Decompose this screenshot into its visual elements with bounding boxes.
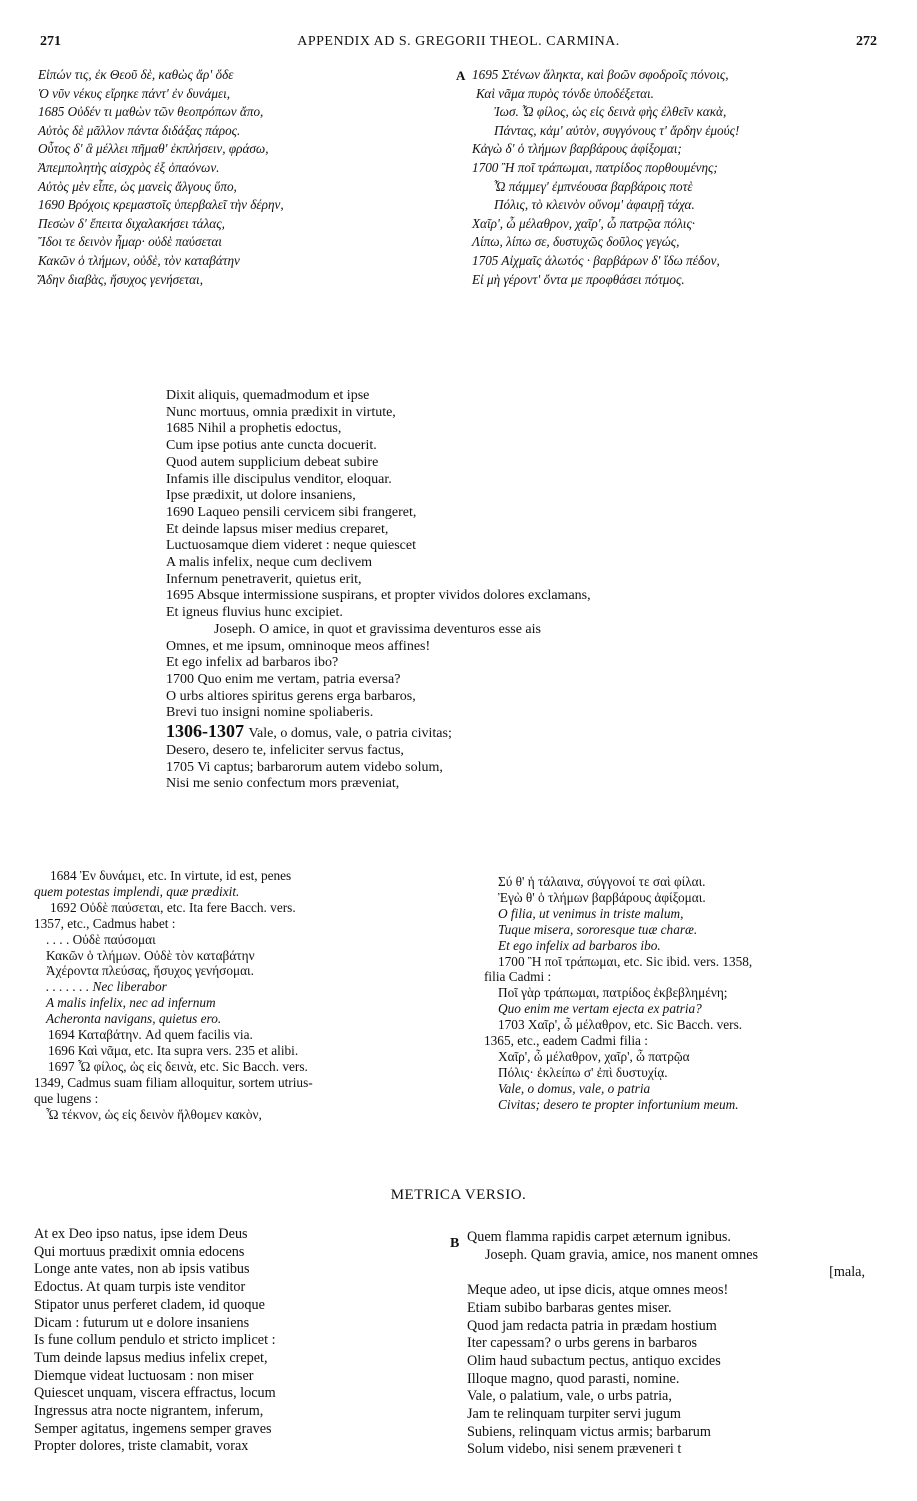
text-line: 1690 Laqueo pensili cervicem sibi frangeret,: [166, 504, 417, 520]
text-line: Ipse prædixit, ut dolore insaniens,: [166, 488, 356, 504]
text-line: 1705 Vi captus; barbarorum autem videbo solum,: [166, 759, 443, 775]
text-line: O urbs altiores spiritus gerens erga barbaros,: [166, 688, 416, 704]
text-line: Infamis ille discipulus venditor, eloquar.: [166, 471, 392, 487]
text-line: . . . . . . . Nec liberabor: [46, 979, 167, 995]
column-marker-b: B: [450, 1236, 460, 1251]
running-title: APPENDIX AD S. GREGORII THEOL. CARMINA.: [297, 34, 620, 49]
text-line: Αὐτὸς δὲ μᾶλλον πάντα διδάξας πάρος.: [38, 122, 241, 138]
latin-translation: [166, 388, 806, 793]
text-line: Olim haud subactum pectus, antiquo excides: [467, 1352, 721, 1369]
text-line: Stipator unus perferet cladem, id quoque: [34, 1296, 265, 1313]
text-line: Ἐγὼ θ' ὁ τλήμων βαρβάρους ἀφίξομαι.: [498, 889, 706, 905]
notes-left-column: [34, 868, 446, 1123]
text-line: 1365, etc., eadem Cadmi filia :: [484, 1033, 648, 1049]
text-line: Ingressus atra nocte nigrantem, inferum,: [34, 1403, 264, 1420]
text-line: Οὗτος δ' ἃ μέλλει πῆμαθ' ἐκπλήσειν, φράσω,: [38, 141, 269, 157]
text-line: Ἀπεμπολητὴς αἰσχρὸς ἐξ ὀπαόνων.: [38, 159, 220, 175]
text-line: Jam te relinquam turpiter servi jugum: [467, 1406, 681, 1423]
text-line: 1700 Ἢ ποῖ τράπωμαι, etc. Sic ibid. vers. 1358,: [498, 953, 753, 969]
text-line: 1684 Ἐν δυνάμει, etc. In virtute, id est, penes: [50, 868, 292, 883]
text-line: Εἰ μὴ γέροντ' ὄντα με προφθάσει πότμος.: [472, 271, 685, 287]
text-line: 1694 Καταβάτην. Ad quem facilis via.: [48, 1027, 253, 1043]
text-line: Longe ante vates, non ab ipsis vatibus: [34, 1261, 250, 1278]
text-line: Ἴδοι τε δεινὸν ἦμαρ· οὐδὲ παύσεται: [38, 234, 222, 250]
greek-text-left-column: [38, 66, 448, 289]
text-line: Is fune collum pendulo et stricto implicet :: [34, 1332, 276, 1349]
text-line: Dicam : futurum ut e dolore insaniens: [34, 1314, 250, 1331]
notes-right-column: [484, 874, 884, 1113]
text-line: Luctuosamque diem videret : neque quiescet: [166, 538, 416, 554]
text-line: Σύ θ' ἡ τάλαινα, σύγγονοί τε σαὶ φίλαι.: [498, 874, 706, 889]
text-line: Et ego infelix ad barbaros ibo.: [498, 937, 661, 953]
text-line: Infernum penetraverit, quietus erit,: [166, 571, 362, 587]
text-line: Quiescet unquam, viscera effractus, locum: [34, 1385, 276, 1402]
text-line: Propter dolores, triste clamabit, vorax: [34, 1438, 249, 1455]
text-line: 1703 Χαῖρ', ὦ μέλαθρον, etc. Sic Bacch. vers.: [498, 1017, 743, 1033]
text-line: Joseph. O amice, in quot et gravissima deventuros esse ais: [214, 621, 541, 637]
text-line: Tuque misera, sororesque tuæ charæ.: [498, 921, 698, 937]
text-line: Desero, desero te, infeliciter servus factus,: [166, 743, 404, 759]
text-line: A malis infelix, nec ad infernum: [46, 995, 216, 1011]
text-line: Et deinde lapsus miser medius creparet,: [166, 521, 389, 537]
text-line: Αὐτὸς μὲν εἶπε, ὡς μανεὶς ἄλγους ὕπο,: [38, 178, 237, 194]
text-line: Acheronta navigans, quietus ero.: [46, 1011, 222, 1027]
text-line: [166, 722, 806, 743]
text-line: Ἄδην διαβὰς, ἥσυχος γενήσεται,: [38, 271, 203, 287]
text-line: 1696 Καὶ νᾶμα, etc. Ita supra vers. 235 et alibi.: [48, 1042, 299, 1058]
text-line: Ὁ νῦν νέκυς εἴρηκε πάντ' ἐν δυνάμει,: [38, 85, 231, 101]
text-line: Diemque videat luctuosam : non miser: [34, 1367, 254, 1384]
text-line: 1700 Quo enim me vertam, patria eversa?: [166, 671, 401, 687]
text-line: 1685 Οὐδέν τι μαθὼν τῶν θεοπρόπων ἄπο,: [38, 104, 264, 120]
text-line: Omnes, et me ipsum, omninoque meos affines!: [166, 638, 431, 654]
text-line: Tum deinde lapsus medius infelix crepet,: [34, 1349, 268, 1366]
left-page-number: 271: [40, 34, 61, 49]
text-line: At ex Deo ipso natus, ipse idem Deus: [34, 1226, 248, 1242]
section-title: METRICA VERSIO.: [390, 1187, 527, 1203]
text-line: Semper agitatus, ingemens semper graves: [34, 1420, 272, 1437]
text-line: [mala,: [829, 1264, 865, 1281]
column-number: 1306-1307: [166, 721, 249, 742]
text-line: filia Cadmi :: [484, 969, 552, 985]
text-line: Et igneus fluvius hunc excipiet.: [166, 605, 343, 621]
text-line: Εἰπών τις, ἐκ Θεοῦ δὲ, καθὼς ἄρ' ὅδε: [38, 67, 234, 82]
text-line: 1685 Nihil a prophetis edoctus,: [166, 421, 342, 437]
text-line: Ἀχέροντα πλεύσας, ἥσυχος γενήσομαι.: [46, 963, 254, 979]
text-line: Cum ipse potius ante cuncta docuerit.: [166, 438, 377, 454]
text-line: 1690 Βρόχοις κρεμαστοῖς ὑπερβαλεῖ τὴν δέρην,: [38, 197, 284, 213]
text-line: Illoque magno, quod parasti, nomine.: [467, 1370, 680, 1387]
text-line: Λίπω, λίπω σε, δυστυχῶς δοῦλος γεγώς,: [472, 234, 680, 250]
text-line: 1692 Οὐδὲ παύσεται, etc. Ita fere Bacch. vers.: [50, 899, 296, 915]
page-header: [40, 34, 877, 54]
text-line: . . . . Οὐδὲ παύσομαι: [46, 931, 156, 947]
text-line: Καὶ νᾶμα πυρὸς τόνδε ὑποδέξεται.: [476, 85, 654, 101]
text-line: Χαῖρ', ὦ μέλαθρον, χαῖρ', ὦ πατρῷα πόλις·: [472, 215, 696, 231]
text-line: Πάντας, κἀμ' αὐτὸν, συγγόνους τ' ἄρδην ἐμούς!: [494, 122, 740, 138]
text-line: O filia, ut venimus in triste malum,: [498, 905, 684, 921]
text-line: Ὦ πάμμεγ' ἐμπνέουσα βαρβάροις ποτὲ: [494, 178, 693, 194]
text-line: Vale, o palatium, vale, o urbs patria,: [467, 1388, 672, 1405]
text-line: Dixit aliquis, quemadmodum et ipse: [166, 388, 370, 403]
text-line: Nisi me senio confectum mors præveniat,: [166, 776, 400, 792]
text-line: Qui mortuus prædixit omnia edocens: [34, 1243, 245, 1260]
text-line: Nunc mortuus, omnia prædixit in virtute,: [166, 404, 396, 420]
right-page-number: 272: [856, 34, 877, 49]
text-line: 1700 Ἢ ποῖ τράπωμαι, πατρίδος πορθουμένης;: [472, 159, 718, 175]
text-line-content: Vale, o domus, vale, o patria civitas;: [248, 726, 452, 742]
text-line: 1349, Cadmus suam filiam alloquitur, sortem utrius-: [34, 1074, 313, 1090]
metrica-right-column: [467, 1229, 887, 1459]
text-line: Solum videbo, nisi senem præveneri t: [467, 1441, 682, 1458]
text-line: Ὦ τέκνον, ὡς εἰς δεινὸν ἥλθομεν κακὸν,: [46, 1106, 262, 1122]
column-marker-a: A: [456, 68, 466, 83]
text-line: Et ego infelix ad barbaros ibo?: [166, 655, 339, 671]
text-line: Πόλις· ἐκλείπω σ' ἐπὶ δυστυχίᾳ.: [498, 1064, 668, 1080]
text-line: Πεσὼν δ' ἔπειτα διχαλακήσει τάλας,: [38, 215, 225, 231]
text-line: Quem flamma rapidis carpet æternum ignibus.: [467, 1229, 731, 1245]
text-line: Iter capessam? o urbs gerens in barbaros: [467, 1335, 698, 1352]
text-line: 1705 Αἰχμαῖς ἁλωτός · βαρβάρων δ' ἴδω πέδον,: [472, 252, 720, 268]
text-line: Κακῶν ὁ τλήμων, οὐδὲ, τὸν καταβάτην: [38, 252, 240, 268]
text-line: Χαῖρ', ὦ μέλαθρον, χαῖρ', ὦ πατρῷα: [498, 1048, 690, 1064]
text-line: Etiam subibo barbaras gentes miser.: [467, 1299, 672, 1316]
metrica-left-column: [34, 1226, 444, 1456]
text-line: Subiens, relinquam victus armis; barbarum: [467, 1423, 711, 1440]
text-line: Edoctus. At quam turpis iste venditor: [34, 1279, 246, 1296]
text-line: 1697 Ὦ φίλος, ὡς εἰς δεινὰ, etc. Sic Bacch. vers.: [48, 1058, 308, 1074]
text-line: que lugens :: [34, 1090, 99, 1106]
text-line: 1695 Στένων ἄληκτα, καὶ βοῶν σφοδροῖς πόνοις,: [472, 67, 729, 82]
text-line: A malis infelix, neque cum declivem: [166, 555, 373, 571]
text-line: Meque adeo, ut ipse dicis, atque omnes meos!: [467, 1282, 729, 1299]
text-line: 1695 Absque intermissione suspirans, et propter vividos dolores exclamans,: [166, 588, 591, 604]
text-line: 1357, etc., Cadmus habet :: [34, 915, 176, 931]
text-line: Quod autem supplicium debeat subire: [166, 454, 379, 470]
text-line: Vale, o domus, vale, o patria: [498, 1080, 651, 1096]
text-line: Joseph. Quam gravia, amice, nos manent omnes: [485, 1246, 759, 1263]
text-line: Brevi tuo insigni nomine spoliaberis.: [166, 705, 374, 721]
text-line: Ποῖ γὰρ τράπωμαι, πατρίδος ἐκβεβλημένη;: [498, 985, 728, 1001]
text-line: Quod jam redacta patria in prædam hostium: [467, 1317, 717, 1334]
text-line: Ἰωσ. Ὦ φίλος, ὡς εἰς δεινὰ φὴς ἐλθεῖν κακὰ,: [494, 104, 727, 120]
text-line: Civitas; desero te propter infortunium meum.: [498, 1096, 739, 1112]
text-line: Κακῶν ὁ τλήμων. Οὐδὲ τὸν καταβάτην: [46, 947, 255, 963]
text-line: Quo enim me vertam ejecta ex patria?: [498, 1001, 702, 1017]
text-line: Κἀγὼ δ' ὁ τλήμων βαρβάρους ἀφίξομαι;: [472, 141, 682, 157]
text-line: quem potestas implendi, quæ prædixit.: [34, 883, 240, 899]
greek-text-right-column: [472, 66, 892, 289]
text-line: Πόλις, τὸ κλεινὸν οὔνομ' ἀφαιρῇ τάχα.: [494, 197, 695, 213]
